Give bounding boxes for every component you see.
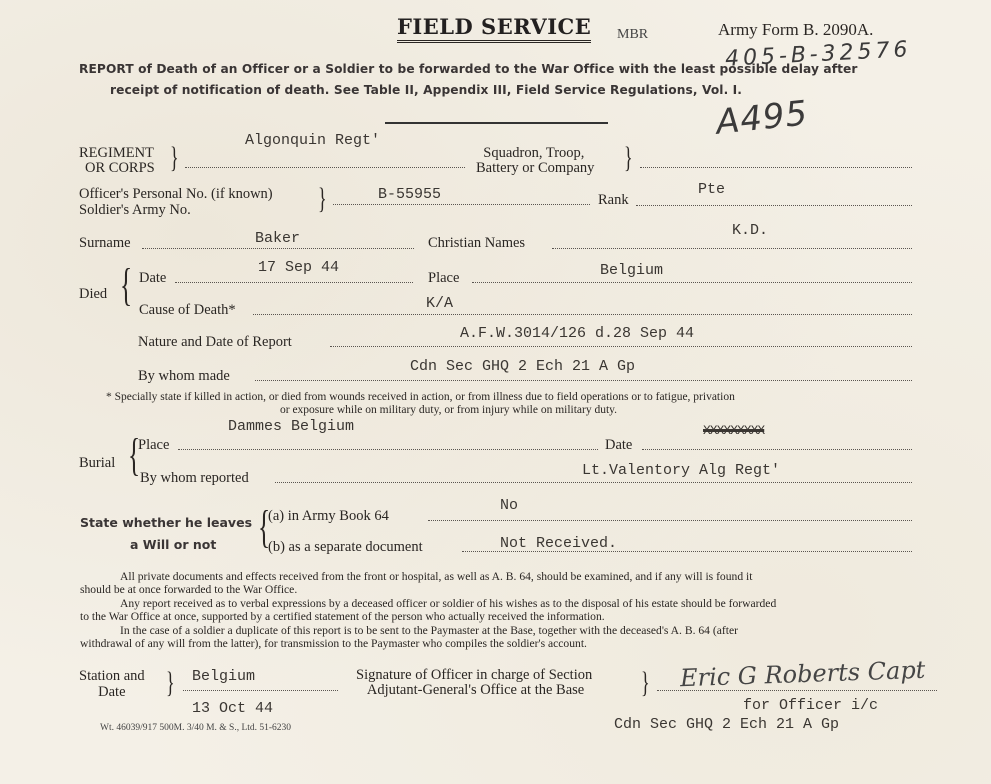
handwritten-reference: 405-B-32576 [724, 37, 913, 72]
christian-names-input-line[interactable] [552, 248, 912, 249]
rank-input-line[interactable] [636, 205, 912, 206]
burial-place-value[interactable]: Dammes Belgium [228, 418, 355, 435]
rank-label: Rank [598, 192, 629, 208]
station-date-value[interactable]: 13 Oct 44 [192, 700, 274, 717]
army-number-value[interactable]: B-55955 [378, 186, 442, 203]
surname-input-line[interactable] [142, 248, 414, 249]
form-title: FIELD SERVICE [397, 14, 591, 39]
surname-value[interactable]: Baker [255, 230, 301, 247]
number-brace-icon: } [318, 182, 327, 215]
instruction-line: In the case of a soldier a duplicate of this report is to be sent to the Paymaster at the Base, together with the deceased's A. B. 64 (after [120, 623, 738, 637]
report-by-value[interactable]: Cdn Sec GHQ 2 Ech 21 A Gp [410, 358, 636, 375]
burial-place-input-line[interactable] [178, 449, 598, 450]
burial-place-label: Place [138, 437, 170, 453]
rank-value[interactable]: Pte [698, 181, 726, 198]
burial-reported-label: By whom reported [140, 470, 249, 486]
station-value[interactable]: Belgium [192, 668, 256, 685]
report-heading-line-1: REPORT of Death of an Officer or a Soldier to be forwarded to the War Office with the least possible delay after [79, 62, 858, 76]
report-by-input-line[interactable] [255, 380, 912, 381]
cause-of-death-input-line[interactable] [253, 314, 912, 315]
instruction-line: All private documents and effects received from the front or hospital, as well as A. B. 64, should be examined, and if any will is found it [120, 570, 753, 583]
army-number-input-line[interactable] [333, 204, 590, 205]
death-date-label: Date [139, 270, 167, 286]
instruction-line: should be at once forwarded to the War Office. [80, 583, 298, 597]
report-nature-value[interactable]: A.F.W.3014/126 d.28 Sep 44 [460, 325, 695, 342]
will-separate-doc-label: (b) as a separate document [268, 539, 423, 555]
burial-label: Burial [79, 455, 116, 471]
will-label-line-2: a Will or not [130, 537, 217, 552]
cause-of-death-value[interactable]: K/A [426, 295, 454, 312]
death-place-label: Place [428, 270, 460, 286]
death-place-value[interactable]: Belgium [600, 262, 664, 279]
regiment-input-line[interactable] [185, 167, 465, 168]
will-army-book-value[interactable]: No [500, 497, 519, 514]
report-by-label: By whom made [138, 368, 230, 384]
report-nature-label: Nature and Date of Report [138, 334, 292, 350]
died-label: Died [79, 286, 108, 302]
burial-reported-value[interactable]: Lt.Valentory Alg Regt' [582, 462, 781, 479]
will-brace-icon: { [258, 501, 271, 552]
instruction-line: to the War Office at once, supported by a certified statement of the person who actually received the information. [80, 610, 605, 624]
instruction-line: withdrawal of any will from the latter), for transmission to the Paymaster who compiles the soldier's account. [80, 637, 587, 651]
death-date-value[interactable]: 17 Sep 44 [258, 259, 340, 276]
burial-date-input-line[interactable] [642, 449, 912, 450]
will-army-book-label: (a) in Army Book 64 [268, 508, 389, 524]
mbr-stamp: MBR [617, 27, 649, 42]
will-army-book-input-line[interactable] [428, 520, 912, 521]
regiment-label: REGIMENT OR CORPS [79, 145, 155, 176]
handwritten-code: A495 [714, 93, 810, 143]
death-date-input-line[interactable] [175, 282, 413, 283]
station-brace-icon: } [166, 666, 175, 699]
report-nature-input-line[interactable] [330, 346, 912, 347]
army-number-label: Officer's Personal No. (if known) Soldier's Army No. [79, 186, 273, 218]
report-heading-line-2: receipt of notification of death. See Table II, Appendix III, Field Service Regulations, Vol. I. [110, 83, 743, 97]
printer-imprint: Wt. 46039/917 500M. 3/40 M. & S., Ltd. 51-6230 [100, 723, 292, 733]
christian-names-label: Christian Names [428, 235, 526, 251]
footnote-line-2: or exposure while on military duty, or from injury while on military duty. [280, 404, 618, 416]
header-divider [385, 122, 608, 124]
regiment-brace-icon: } [170, 141, 179, 174]
burial-date-label: Date [605, 437, 633, 453]
christian-names-value[interactable]: K.D. [732, 222, 769, 239]
squadron-label: Squadron, Troop, Battery or Company [476, 145, 595, 176]
instruction-line: Any report received as to verbal expressions by a deceased officer or soldier of his wishes as to the disposal of his estate should be forwarded [120, 596, 777, 610]
signature-label: Signature of Officer in charge of Section Adjutant-General's Office at the Base [356, 667, 593, 698]
signing-unit-text: Cdn Sec GHQ 2 Ech 21 A Gp [614, 716, 840, 733]
regiment-value[interactable]: Algonquin Regt' [245, 132, 381, 149]
footnote-line-1: * Specially state if killed in action, or died from wounds received in action, or from illness due to field operations or to fatigue, privation [106, 391, 735, 403]
instructions-block [80, 570, 913, 650]
burial-reported-input-line[interactable] [275, 482, 912, 483]
cause-of-death-label: Cause of Death* [139, 302, 236, 318]
signature-brace-icon: } [641, 666, 650, 699]
burial-date-value-struck: XXXXXXXXX [703, 423, 765, 438]
will-label-line-1: State whether he leaves [80, 515, 253, 530]
burial-brace-icon: { [128, 429, 141, 480]
squadron-input-line[interactable] [640, 167, 912, 168]
will-separate-doc-value[interactable]: Not Received. [500, 535, 618, 552]
died-brace-icon: { [120, 259, 133, 310]
station-input-line[interactable] [183, 690, 338, 691]
death-place-input-line[interactable] [472, 282, 912, 283]
squadron-brace-icon: } [624, 141, 633, 174]
form-number: Army Form B. 2090A. [718, 20, 874, 39]
officer-signature: Eric G Roberts Capt [679, 655, 926, 693]
for-officer-text: for Officer i/c [743, 697, 879, 714]
surname-label: Surname [79, 235, 131, 251]
station-date-label: Station and Date [79, 668, 145, 700]
